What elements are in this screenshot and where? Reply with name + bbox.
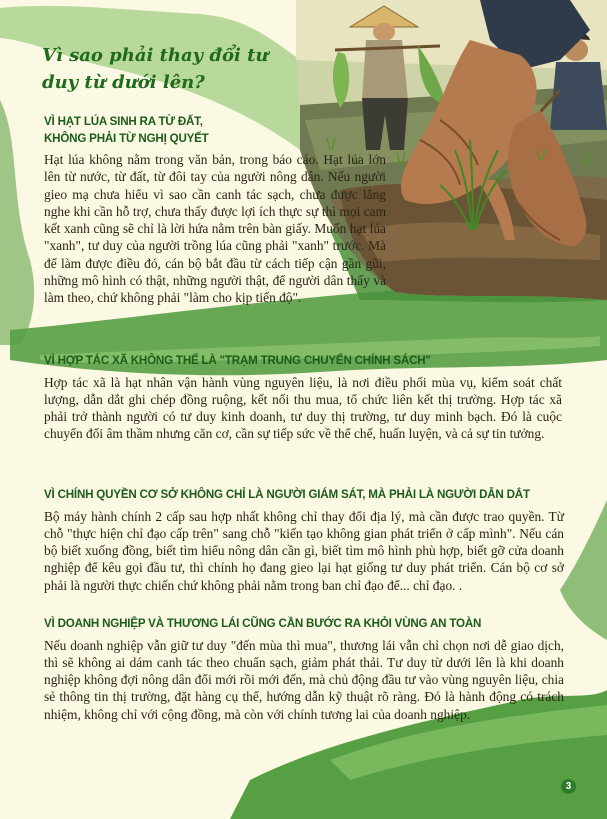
- section-heading: VÌ CHÍNH QUYỀN CƠ SỞ KHÔNG CHỈ LÀ NGƯỜI GIÁM SÁT, MÀ PHẢI LÀ NGƯỜI DẪN DẮT: [44, 488, 530, 501]
- section-body: Nếu doanh nghiệp vẫn giữ tư duy "đến mùa thì mua", thương lái vẫn chỉ chọn nơi dễ giao dịch, thì sẽ không ai dám canh tác theo chuẩn sạch, giảm phát thải. Tư duy từ dưới lên là khi doanh nghiệp không đợi nông dân đổi mới rồi mới đến, mà chủ động đầu tư vào vùng nguyên liệu, chia sẻ thông tin thị trường, đặt hàng cụ thể, hướng dẫn kỹ thuật rõ ràng. Đó là hành động có trách nhiệm, không chỉ với cộng đồng, mà còn với chính tương lai của doanh nghiệp.: [44, 637, 564, 722]
- page-title: Vì sao phải thay đổi tư duy từ dưới lên?: [42, 45, 269, 93]
- section-local-government: [44, 487, 564, 594]
- section-heading: VÌ DOANH NGHIỆP VÀ THƯƠNG LÁI CŨNG CẦN BƯỚC RA KHỎI VÙNG AN TOÀN: [44, 617, 482, 630]
- page-number-badge: 3: [561, 779, 576, 794]
- section-body: Hạt lúa không nằm trong văn bản, trong báo cáo. Hạt lúa lớn lên từ nước, từ đất, từ đôi tay của người nông dân. Nếu người gieo mạ chưa hiểu vì sao cần canh tác sạch, chưa được lắng nghe khi cần hỗ trợ, chưa thấy được lợi ích thực sự thì mọi cam kết xanh cũng sẽ chỉ là lời hứa nằm trên bàn giấy. Muốn hạt lúa "xanh", tư duy của người trồng lúa cũng phải "xanh" trước. Mà để làm được điều đó, cán bộ bắt đầu từ cách tiếp cận gần gũi, những mô hình có thật, những người thật, để người dân thấy và làm theo, chứ không phải "làm cho kịp tiến độ".: [44, 152, 386, 306]
- section-body: Hợp tác xã là hạt nhân vận hành vùng nguyên liệu, là nơi điều phối mùa vụ, kiểm soát chất lượng, dẫn dắt ghi chép đồng ruộng, kết nối thu mua, tổ chức liên kết thị trường. Hợp tác xã phải trở thành người có tư duy kinh doanh, tư duy thị trường, tư duy minh bạch. Đó là cuộc chuyển đổi âm thầm nhưng căn cơ, cần sự tiếp sức về thể chế, huấn luyện, và cả sự tin tưởng.: [44, 374, 562, 442]
- section-heading: VÌ HẠT LÚA SINH RA TỪ ĐẤT, KHÔNG PHẢI TỪ NGHỊ QUYẾT: [44, 115, 209, 145]
- section-enterprises-traders: [44, 616, 564, 723]
- section-cooperative: [44, 353, 562, 443]
- section-rice-from-soil: [44, 114, 386, 307]
- section-heading: VÌ HỢP TÁC XÃ KHÔNG THỂ LÀ "TRẠM TRUNG CHUYỂN CHÍNH SÁCH": [44, 354, 431, 367]
- section-body: Bộ máy hành chính 2 cấp sau hợp nhất không chỉ thay đổi địa lý, mà cần được trao quyền. Từ chỗ "thực hiện chỉ đạo cấp trên" sang chỗ "kiến tạo không gian phát triển ở cấp mình". Nếu cán bộ biết xuống đồng, biết tìm hiểu nông dân cần gì, biết tìm mô hình phù hợp, biết gỡ cửa doanh nghiệp để kêu gọi đầu tư, thì chính họ đang gieo lại hạt giống tư duy phát triển. Cán bộ cơ sở phải là người thực chiến chứ không phải nằm trong ban chỉ đạo để... chỉ đạo. .: [44, 508, 564, 593]
